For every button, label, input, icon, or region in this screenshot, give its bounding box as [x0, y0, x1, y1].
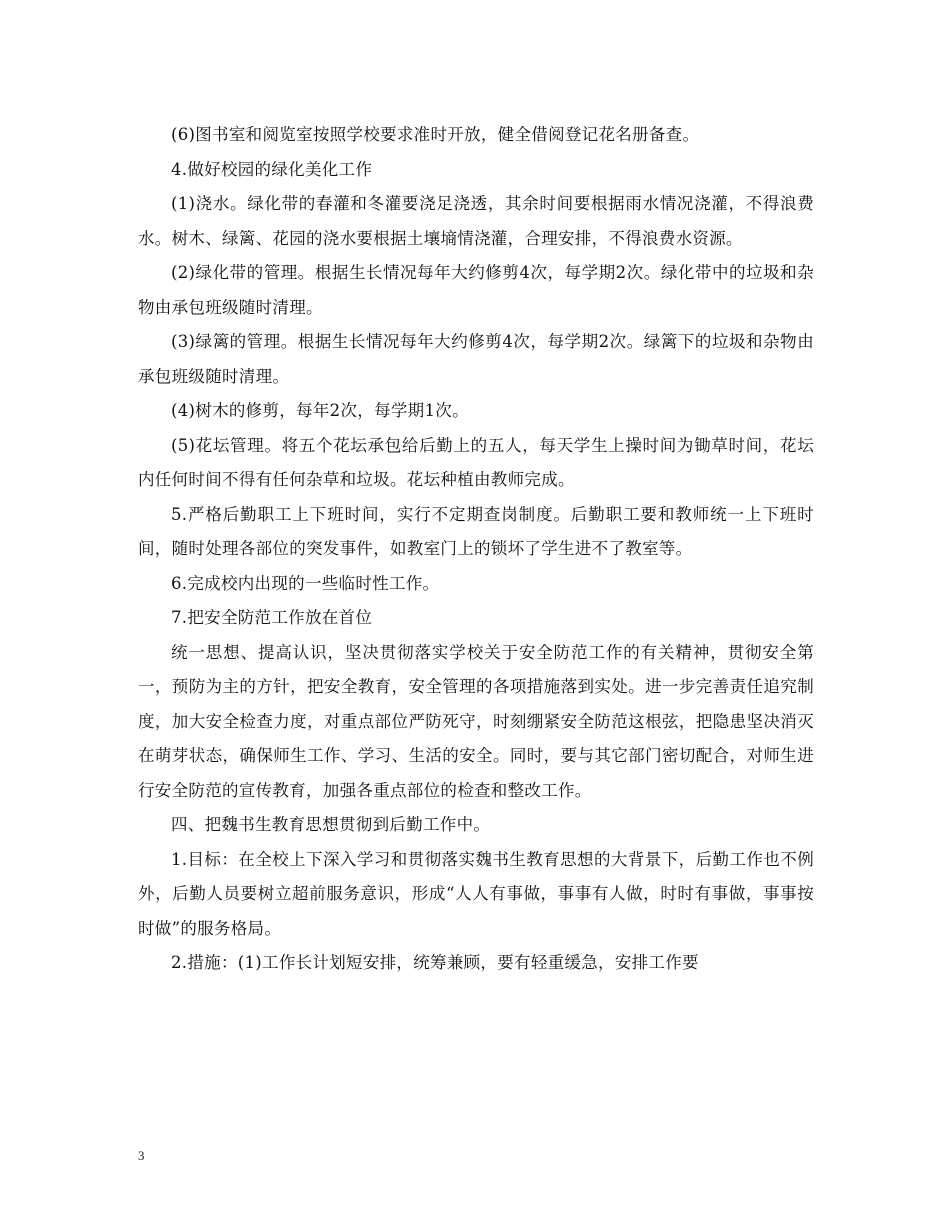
paragraph-tree-pruning: (4)树木的修剪，每年2次，每学期1次。	[171, 401, 469, 420]
paragraph-goal: 1.目标：在全校上下深入学习和贯彻落实魏书生教育思想的大背景下，后勤工作也不例外，后勤人员要树立超前服务意识，形成“人人有事做，事事有人做，时时有事做，事事按时做”的服务格局。	[138, 849, 814, 938]
paragraph-safety-details: 统一思想、提高认识，坚决贯彻落实学校关于安全防范工作的有关精神，贯彻安全第一，预防为主的方针，把安全教育，安全管理的各项措施落到实处。进一步完善责任追究制度，加大安全检查力度，对重点部位严防死守，时刻绷紧安全防范这根弦，把隐患坚决消灭在萌芽状态，确保师生工作、学习、生活的安全。同时，要与其它部门密切配合，对师生进行安全防范的宣传教育，加强各重点部位的检查和整改工作。	[138, 642, 814, 800]
heading-greening-work: 4.做好校园的绿化美化工作	[171, 159, 373, 179]
document-body	[138, 118, 814, 981]
paragraph-measures: 2.措施：(1)工作长计划短安排，统筹兼顾，要有轻重缓急，安排工作要	[171, 953, 699, 972]
paragraph-flower-bed: (5)花坛管理。将五个花坛承包给后勤上的五人，每天学生上操时间为锄草时间，花坛内任何时间不得有任何杂草和垃圾。花坛种植由教师完成。	[138, 435, 814, 489]
heading-section-four: 四、把魏书生教育思想贯彻到后勤工作中。	[171, 815, 491, 834]
page-number: 3	[138, 1148, 145, 1163]
paragraph-watering: (1)浇水。绿化带的春灌和冬灌要浇足浇透，其余时间要根据雨水情况浇灌，不得浪费水。树木、绿篱、花园的浇水要根据土壤墒情浇灌，合理安排，不得浪费水资源。	[138, 194, 814, 248]
paragraph-hedge: (3)绿篱的管理。根据生长情况每年大约修剪4次，每学期2次。绿篱下的垃圾和杂物由承包班级随时清理。	[138, 332, 814, 386]
heading-safety: 7.把安全防范工作放在首位	[171, 608, 373, 627]
paragraph-work-hours: 5.严格后勤职工上下班时间，实行不定期查岗制度。后勤职工要和教师统一上下班时间，随时处理各部位的突发事件，如教室门上的锁坏了学生进不了教室等。	[138, 504, 814, 558]
paragraph-green-belt: (2)绿化带的管理。根据生长情况每年大约修剪4次，每学期2次。绿化带中的垃圾和杂物由承包班级随时清理。	[138, 263, 814, 317]
paragraph-temporary-work: 6.完成校内出现的一些临时性工作。	[171, 573, 440, 593]
paragraph-library-hours: (6)图书室和阅览室按照学校要求准时开放，健全借阅登记花名册备查。	[171, 125, 700, 144]
